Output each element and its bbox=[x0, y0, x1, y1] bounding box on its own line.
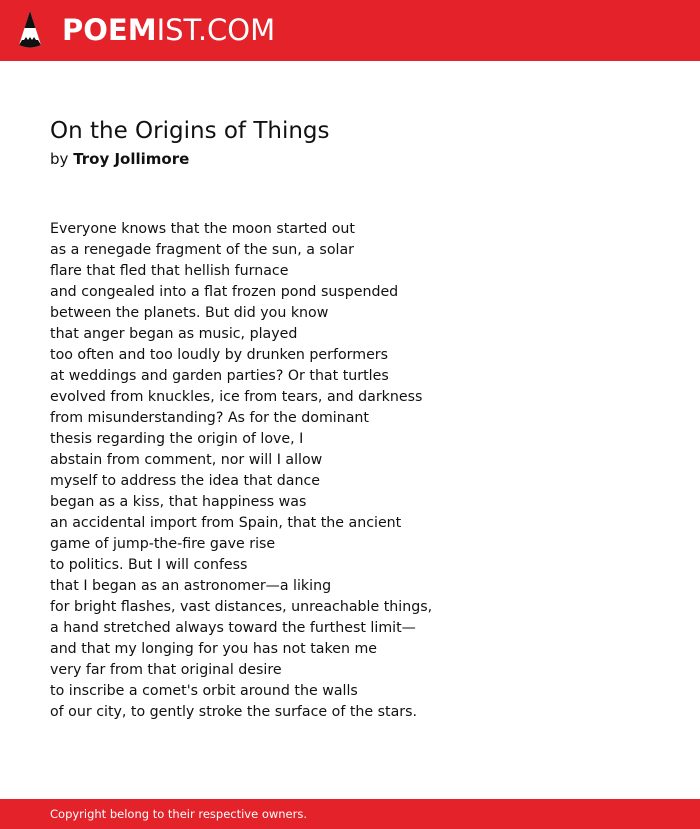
poem-line: thesis regarding the origin of love, I bbox=[50, 431, 304, 447]
poem-body bbox=[50, 219, 670, 723]
copyright-text: Copyright belong to their respective owners. bbox=[50, 807, 308, 821]
poem-line: as a renegade fragment of the sun, a solar bbox=[50, 242, 354, 258]
poem-line: flare that fled that hellish furnace bbox=[50, 263, 289, 279]
poem-line: of our city, to gently stroke the surface of the stars. bbox=[50, 704, 418, 720]
site-brand[interactable] bbox=[62, 12, 275, 48]
poem-line: that I began as an astronomer—a liking bbox=[50, 578, 332, 594]
poem-line: game of jump-the-fire gave rise bbox=[50, 536, 276, 552]
poem-line: began as a kiss, that happiness was bbox=[50, 494, 307, 510]
by-label: by bbox=[50, 150, 69, 168]
poem-line: that anger began as music, played bbox=[50, 326, 298, 342]
poem-line: Everyone knows that the moon started out bbox=[50, 221, 355, 237]
poem-line: to politics. But I will confess bbox=[50, 557, 248, 573]
site-footer bbox=[0, 799, 700, 829]
poem-line: between the planets. But did you know bbox=[50, 305, 329, 321]
brand-bold-text: POEM bbox=[62, 13, 157, 47]
poem-title: On the Origins of Things bbox=[50, 118, 330, 144]
site-header bbox=[0, 0, 700, 61]
poem-author: Troy Jollimore bbox=[73, 150, 190, 168]
poem-line: too often and too loudly by drunken performers bbox=[50, 347, 389, 363]
brand-light-text: IST.COM bbox=[156, 13, 276, 47]
pencil-logo-icon[interactable] bbox=[18, 10, 42, 50]
poem-line: an accidental import from Spain, that the ancient bbox=[50, 515, 402, 531]
poem-byline bbox=[50, 149, 189, 169]
poem-line: a hand stretched always toward the furthest limit— bbox=[50, 620, 416, 636]
poem-line: and that my longing for you has not taken me bbox=[50, 641, 377, 657]
poem-line: myself to address the idea that dance bbox=[50, 473, 320, 489]
poem-line: from misunderstanding? As for the dominant bbox=[50, 410, 369, 426]
poem-line: for bright flashes, vast distances, unreachable things, bbox=[50, 599, 433, 615]
poem-line: at weddings and garden parties? Or that turtles bbox=[50, 368, 389, 384]
poem-line: abstain from comment, nor will I allow bbox=[50, 452, 323, 468]
poem-line: to inscribe a comet's orbit around the walls bbox=[50, 683, 358, 699]
poem-line: and congealed into a flat frozen pond suspended bbox=[50, 284, 399, 300]
poem-line: very far from that original desire bbox=[50, 662, 282, 678]
poem-line: evolved from knuckles, ice from tears, and darkness bbox=[50, 389, 423, 405]
